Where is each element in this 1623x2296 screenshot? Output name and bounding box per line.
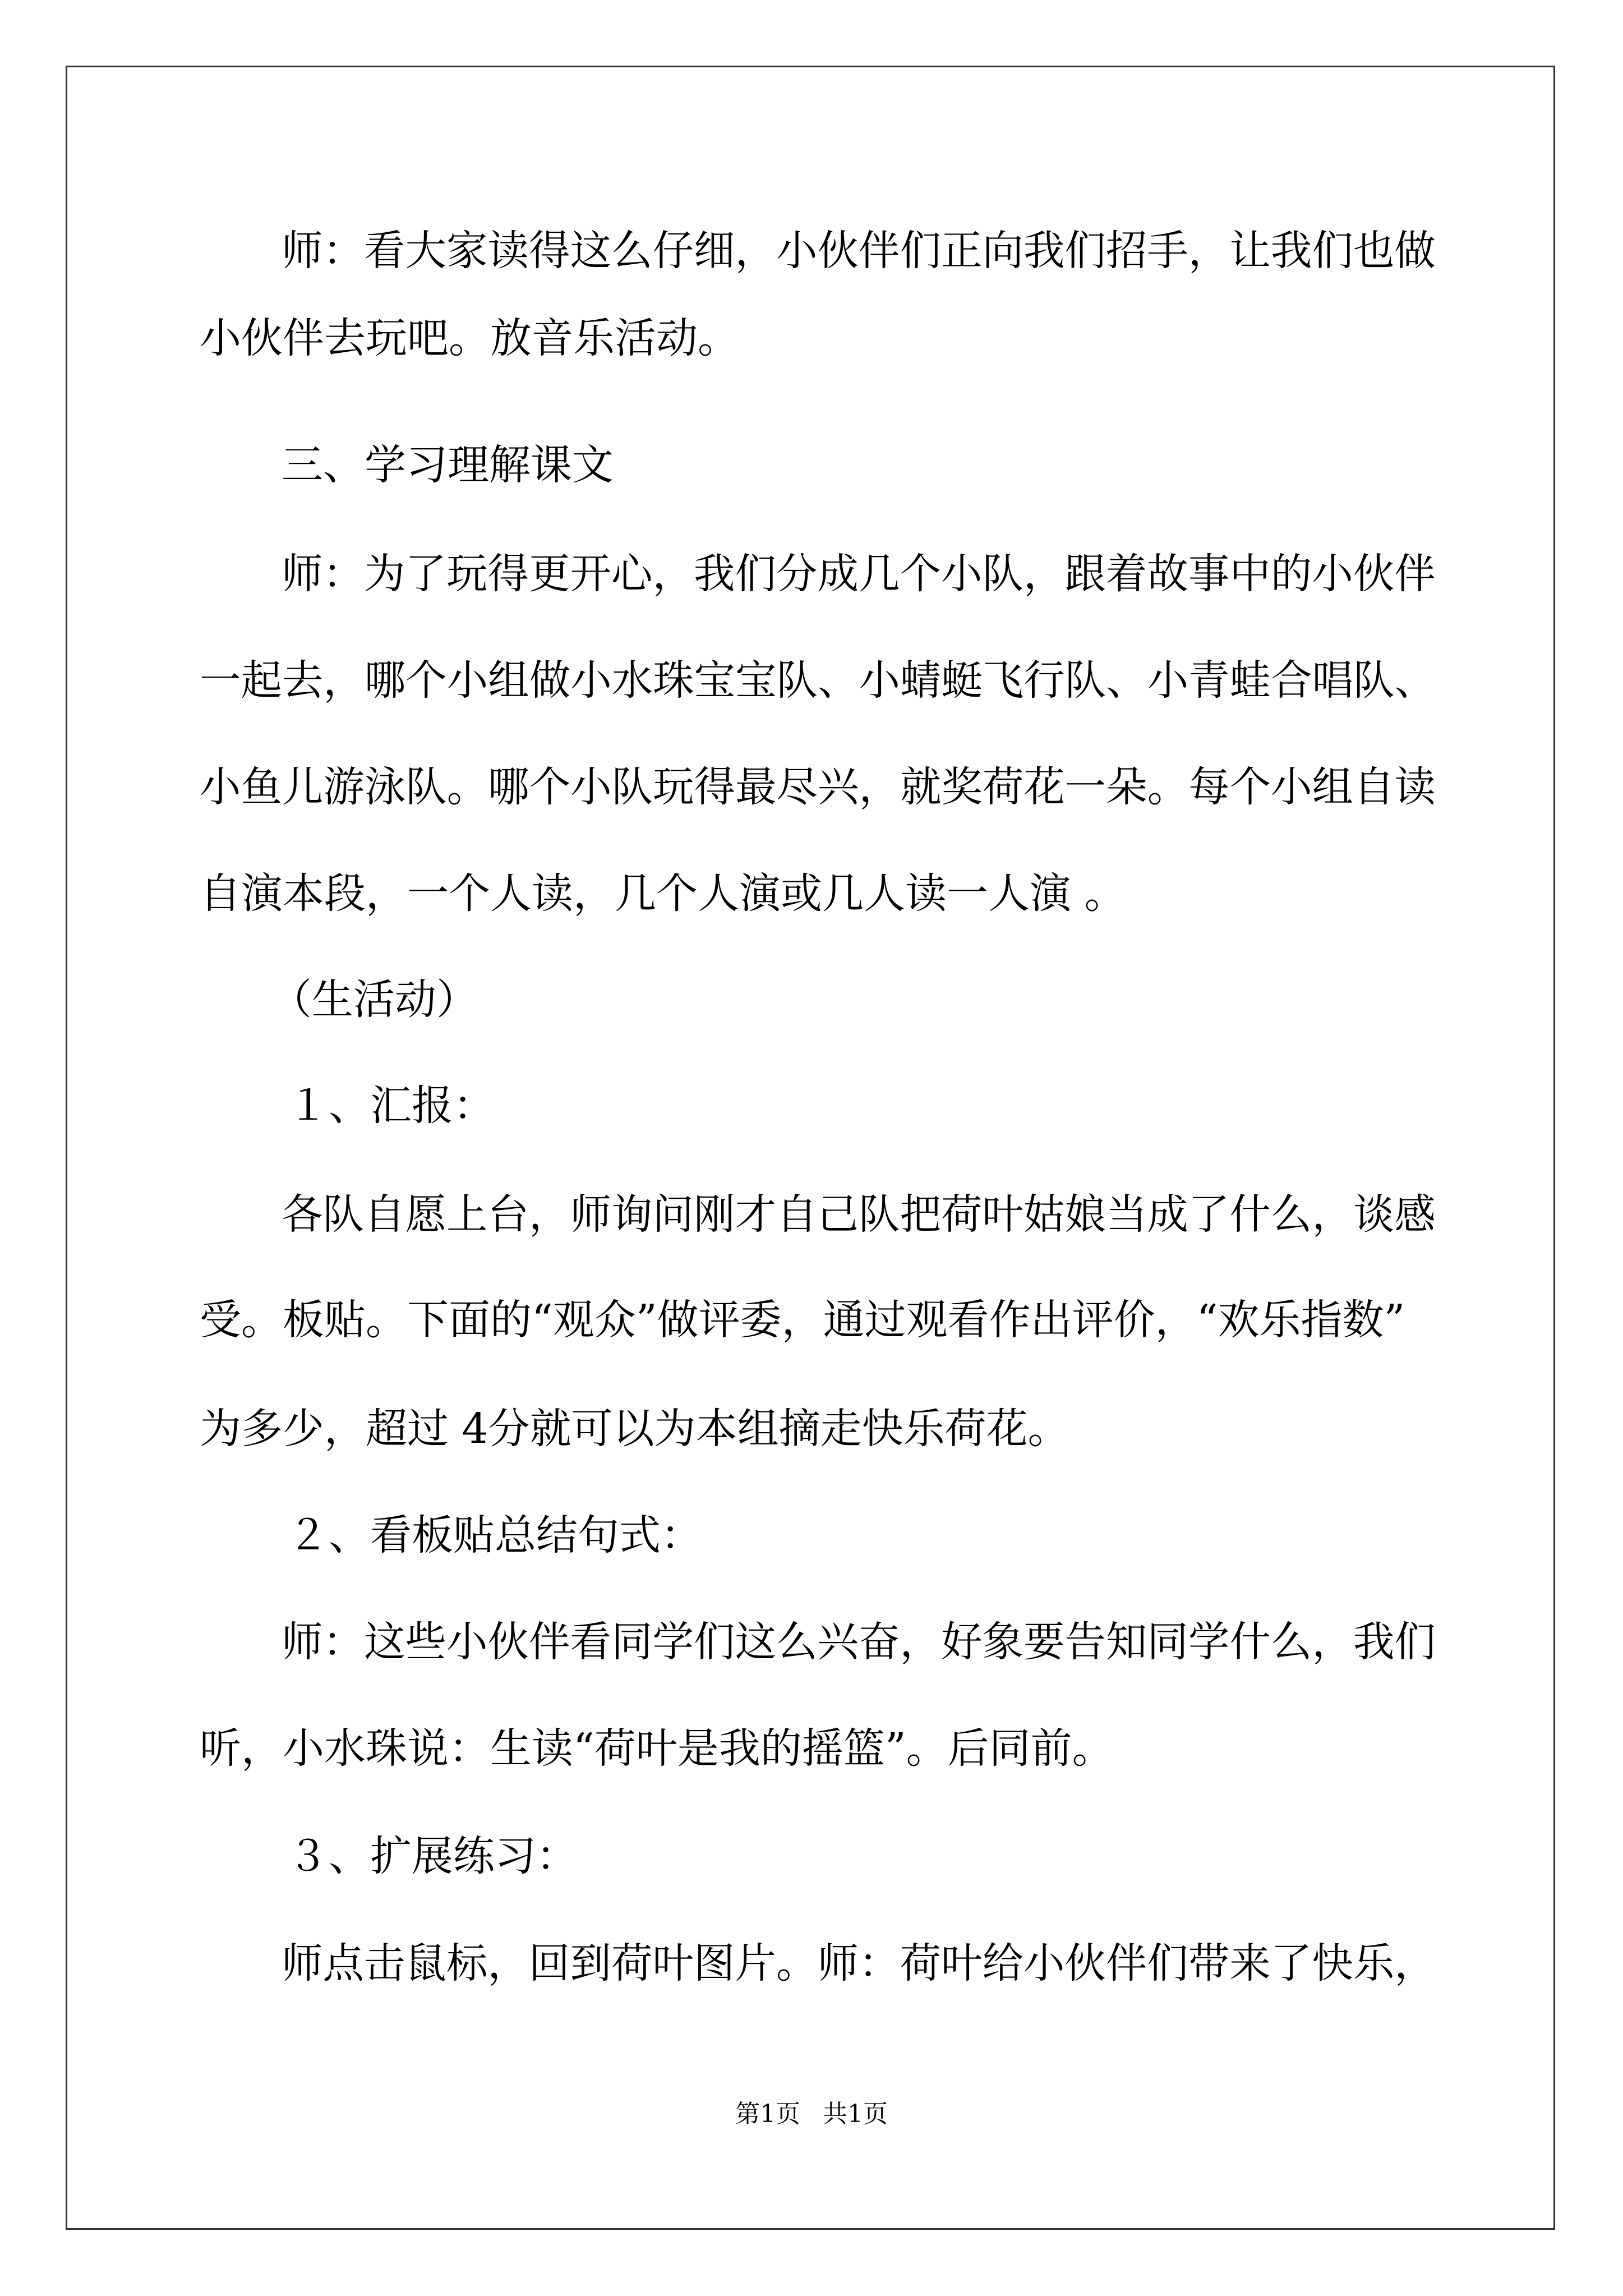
paragraph-line: 师点击鼠标，回到荷叶图片。师：荷叶给小伙伴们带来了快乐， <box>282 1939 1436 1987</box>
subsection-heading: １、汇报： <box>287 1082 495 1130</box>
subsection-heading: ３、扩展练习： <box>287 1832 578 1880</box>
paragraph-line: 各队自愿上台，师询问刚才自己队把荷叶姑娘当成了什么，谈感 <box>282 1190 1436 1239</box>
paragraph-line: 师：为了玩得更开心，我们分成几个小队，跟着故事中的小伙伴 <box>282 550 1436 598</box>
paragraph-line: （生活动） <box>270 976 478 1024</box>
paragraph-line: 师：这些小伙伴看同学们这么兴奋，好象要告知同学什么，我们 <box>282 1618 1436 1666</box>
total-pages: 共1页 <box>823 2100 888 2128</box>
paragraph-line: 一起去，哪个小组做小水珠宝宝队、小蜻蜓飞行队、小青蛙合唱队、 <box>200 656 1436 705</box>
paragraph-line: 受。板贴。下面的“观众”做评委，通过观看作出评价，“欢乐指数” <box>200 1296 1405 1344</box>
paragraph-line: 师：看大家读得这么仔细，小伙伴们正向我们招手，让我们也做 <box>282 227 1436 275</box>
paragraph-line: 听，小水珠说：生读“荷叶是我的摇篮”。后同前。 <box>200 1724 1114 1773</box>
page-border <box>66 66 1555 2230</box>
page-footer <box>0 2093 1623 2129</box>
paragraph-line: 小鱼儿游泳队。哪个小队玩得最尽兴，就奖荷花一朵。每个小组自读 <box>200 763 1436 811</box>
page-number: 第1页 <box>735 2100 800 2128</box>
subsection-heading: ２、看板贴总结句式： <box>287 1511 702 1559</box>
paragraph-line: 自演本段，一个人读，几个人演或几人读一人演 。 <box>200 869 1126 918</box>
section-heading: 三、学习理解课文 <box>282 441 614 489</box>
paragraph-line: 为多少，超过 4分就可以为本组摘走快乐荷花。 <box>200 1405 1069 1453</box>
paragraph-line: 小伙伴去玩吧。放音乐活动。 <box>200 314 739 362</box>
